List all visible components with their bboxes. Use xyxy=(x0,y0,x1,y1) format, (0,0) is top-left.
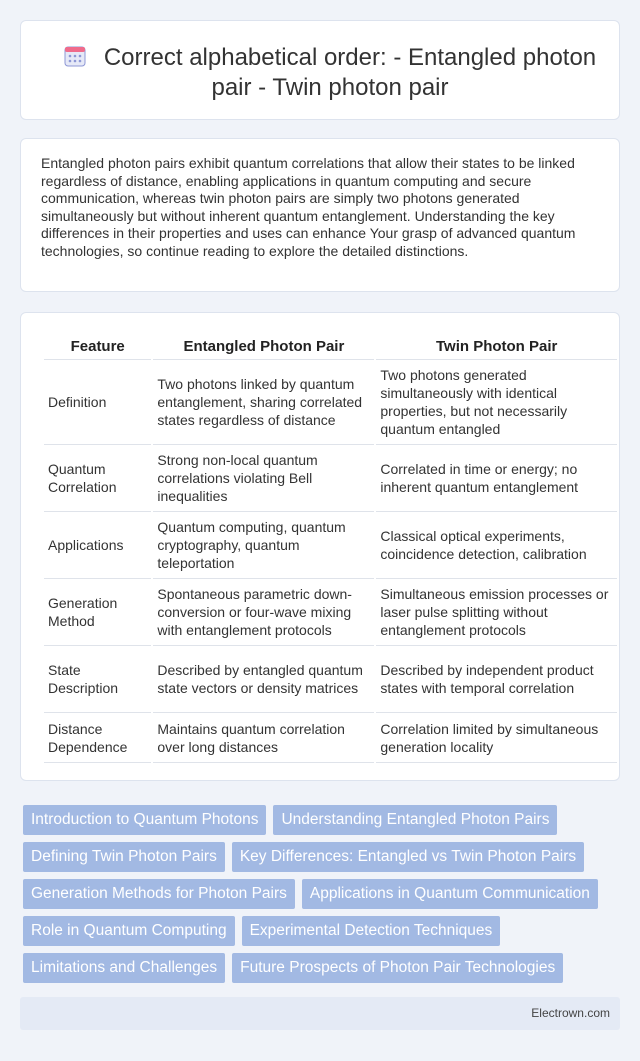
tag-link[interactable]: Defining Twin Photon Pairs xyxy=(23,842,225,872)
table-row xyxy=(44,360,617,445)
tag-link[interactable]: Key Differences: Entangled vs Twin Photon Pairs xyxy=(232,842,584,872)
tag-link[interactable]: Understanding Entangled Photon Pairs xyxy=(273,805,557,835)
header-feature: Feature xyxy=(44,333,151,360)
table-row xyxy=(44,445,617,512)
header-entangled: Entangled Photon Pair xyxy=(153,333,374,360)
twin-cell: Classical optical experiments, coincidence detection, calibration xyxy=(376,512,617,579)
entangled-cell: Strong non-local quantum correlations violating Bell inequalities xyxy=(153,445,374,512)
intro-card xyxy=(20,138,620,292)
tag-row xyxy=(23,805,623,842)
header-twin: Twin Photon Pair xyxy=(376,333,617,360)
page-title-wrap xyxy=(61,43,599,103)
tag-link[interactable]: Generation Methods for Photon Pairs xyxy=(23,879,295,909)
footer xyxy=(20,997,620,1030)
twin-cell: Described by independent product states with temporal correlation xyxy=(376,646,617,713)
entangled-cell: Two photons linked by quantum entanglement, sharing correlated states regardless of distance xyxy=(153,360,374,445)
twin-cell: Two photons generated simultaneously with identical properties, but not necessarily quantum entangled xyxy=(376,360,617,445)
twin-cell: Simultaneous emission processes or laser pulse splitting without entanglement protocols xyxy=(376,579,617,646)
tag-link[interactable]: Role in Quantum Computing xyxy=(23,916,235,946)
tag-link[interactable]: Introduction to Quantum Photons xyxy=(23,805,266,835)
title-card xyxy=(20,20,620,120)
feature-cell: Quantum Correlation xyxy=(44,445,151,512)
entangled-cell: Maintains quantum correlation over long distances xyxy=(153,713,374,763)
table-header-row xyxy=(44,333,617,360)
topic-tags xyxy=(23,805,623,990)
feature-cell: State Description xyxy=(44,646,151,713)
entangled-cell: Described by entangled quantum state vectors or density matrices xyxy=(153,646,374,713)
feature-cell: Applications xyxy=(44,512,151,579)
twin-cell: Correlation limited by simultaneous generation locality xyxy=(376,713,617,763)
feature-cell: Definition xyxy=(44,360,151,445)
table-row xyxy=(44,512,617,579)
entangled-cell: Spontaneous parametric down-conversion or four-wave mixing with entanglement protocols xyxy=(153,579,374,646)
footer-site-link[interactable]: Electrown.com xyxy=(531,1006,610,1020)
feature-cell: Distance Dependence xyxy=(44,713,151,763)
tag-link[interactable]: Limitations and Challenges xyxy=(23,953,225,983)
intro-paragraph: Entangled photon pairs exhibit quantum correlations that allow their states to be linked regardless of distance, enabling applications in quantum computing and secure communication, whereas twin photon pairs are simply two photons generated simultaneously but without inherent quantum entanglement. Understanding the key differences in their properties and uses can enhance Your grasp of advanced quantum technologies, so continue reading to explore the detailed distinctions. xyxy=(41,155,576,259)
table-row xyxy=(44,579,617,646)
tag-link[interactable]: Applications in Quantum Communication xyxy=(302,879,598,909)
tag-row xyxy=(23,953,623,990)
table-row xyxy=(44,713,617,763)
feature-cell: Generation Method xyxy=(44,579,151,646)
tag-row xyxy=(23,879,623,916)
table-row xyxy=(44,646,617,713)
tag-row xyxy=(23,842,623,879)
entangled-cell: Quantum computing, quantum cryptography, quantum teleportation xyxy=(153,512,374,579)
comparison-table-card xyxy=(20,312,620,781)
tag-link[interactable]: Future Prospects of Photon Pair Technologies xyxy=(232,953,563,983)
twin-cell: Correlated in time or energy; no inherent quantum entanglement xyxy=(376,445,617,512)
page-title: Correct alphabetical order: - Entangled photon pair - Twin photon pair xyxy=(103,44,597,101)
tag-row xyxy=(23,916,623,953)
calendar-icon xyxy=(64,45,86,67)
comparison-table xyxy=(42,333,619,763)
tag-link[interactable]: Experimental Detection Techniques xyxy=(242,916,501,946)
